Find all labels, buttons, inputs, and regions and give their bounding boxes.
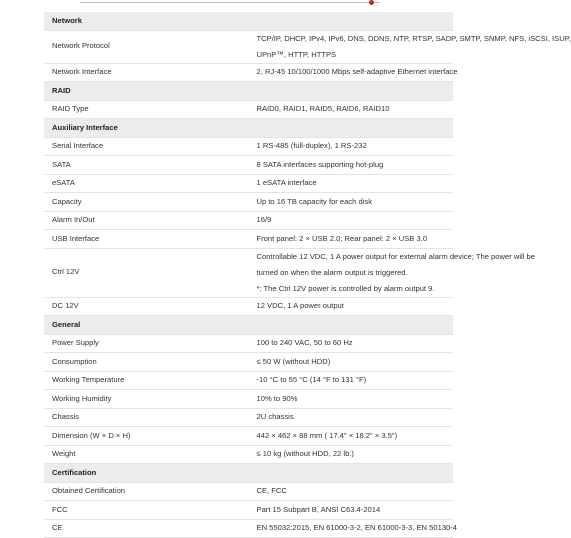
spec-label: SATA [44,156,249,175]
spec-label: Ctrl 12V [44,248,249,297]
section-title: Auxiliary Interface [44,119,453,138]
spec-value [249,63,458,82]
spec-value [249,30,571,63]
spec-value-line: EN 55032:2015, EN 61000-3-2, EN 61000-3-3, EN 50130-4 [256,523,458,532]
spec-value-line: 1 RS-485 (full-duplex), 1 RS-232 [256,141,367,150]
spec-value [249,445,454,464]
spec-value-line: RAID0, RAID1, RAID5, RAID6, RAID10 [256,104,390,113]
spec-row-capacity [44,193,453,212]
spec-value [249,371,454,390]
spec-label: Dimension (W × D × H) [44,427,249,446]
spec-row-dimension-w-d-h [44,427,453,446]
section-title: Certification [44,464,453,483]
spec-value-line: 10% to 90% [256,393,298,403]
spec-row-consumption [44,353,453,372]
spec-row-fcc [44,501,453,520]
spec-label: Power Supply [44,334,249,353]
spec-row-serial-interface [44,137,453,156]
section-header-raid [44,82,453,101]
spec-label: Network Protocol [44,30,249,63]
spec-row-alarm-in-out [44,211,453,230]
spec-row-ctrl-12v [44,248,453,297]
spec-value [249,482,454,501]
spec-label: Chassis [44,408,249,427]
spec-label: CE [44,519,249,538]
spec-value-line: *: The Ctrl 12V power is controlled by alarm output 9. [256,283,435,293]
spec-value-line: 100 to 240 VAC, 50 to 60 Hz [256,338,353,347]
spec-label: RAID Type [44,100,249,119]
spec-value-line: UPnP™, HTTP, HTTPS [256,49,337,59]
spec-value [249,100,454,119]
spec-value-line: ≤ 10 kg (without HDD, 22 lb.) [256,449,354,458]
spec-value [249,353,454,372]
spec-table [44,12,571,538]
spec-row-sata [44,156,453,175]
spec-value-line: 2U chassis [256,412,294,421]
spec-value-line: Controllable 12 VDC, 1 A power output for external alarm device; The power will be [256,251,535,261]
section-title: General [44,316,453,335]
spec-label: USB Interface [44,230,249,249]
spec-row-chassis [44,408,453,427]
section-header-network [44,12,453,30]
top-decoration [0,0,466,5]
spec-value [249,334,454,353]
top-rule [80,2,380,3]
spec-row-esata [44,174,453,193]
spec-value-line: ≤ 50 W (without HDD) [256,356,331,366]
spec-label: Obtained Certification [44,482,249,501]
accent-dot [369,0,374,5]
spec-value [249,519,458,538]
spec-value-line: turned on when the alarm output is triggered. [256,267,408,277]
spec-row-working-humidity [44,390,453,409]
spec-value [249,137,454,156]
spec-row-ce [44,519,453,538]
spec-value [249,408,454,427]
spec-row-network-protocol [44,30,453,63]
spec-value-line: TCP/IP, DHCP, IPv4, IPv6, DNS, DDNS, NTP, RTSP, SADP, SMTP, SNMP, NFS, iSCSI, ISUP, [256,33,571,43]
spec-row-weight [44,445,453,464]
spec-value-line: Part 15 Subpart B, ANSI C63.4-2014 [256,504,381,514]
section-title: RAID [44,82,453,101]
spec-row-network-interface [44,63,453,82]
spec-label: Network Interface [44,63,249,82]
spec-label: Weight [44,445,249,464]
section-header-auxiliary-interface [44,119,453,138]
spec-label: Consumption [44,353,249,372]
spec-value-line: -10 °C to 55 °C (14 °F to 131 °F) [256,375,367,384]
spec-row-usb-interface [44,230,453,249]
spec-value [249,230,454,249]
spec-value [249,156,454,175]
spec-label: FCC [44,501,249,520]
spec-row-power-supply [44,334,453,353]
spec-value-line: 2, RJ-45 10/100/1000 Mbps self-adaptive Ethernet interface [256,67,458,76]
section-header-certification [44,464,453,483]
spec-row-dc-12v [44,297,453,316]
spec-label: Serial Interface [44,137,249,156]
spec-row-raid-type [44,100,453,119]
spec-row-obtained-certification [44,482,453,501]
spec-value-line: 8 SATA interfaces supporting hot-plug [256,159,384,169]
spec-label: eSATA [44,174,249,193]
spec-value [249,501,454,520]
spec-label: Working Temperature [44,371,249,390]
spec-label: Capacity [44,193,249,212]
spec-value-line: 16/9 [256,215,272,224]
spec-value [249,174,454,193]
spec-value [249,390,454,409]
spec-label: DC 12V [44,297,249,316]
spec-label: Alarm In/Out [44,211,249,230]
spec-value [249,248,535,297]
spec-value-line: Up to 16 TB capacity for each disk [256,196,373,206]
spec-value-line: 442 × 462 × 88 mm ( 17.4" × 18.2" × 3.5") [256,430,398,440]
spec-value [249,427,454,446]
spec-value [249,193,454,212]
spec-value [249,211,454,230]
spec-row-working-temperature [44,371,453,390]
section-header-general [44,316,453,335]
spec-value-line: 12 VDC, 1 A power output [256,301,344,310]
spec-value-line: CE, FCC [256,486,287,495]
spec-value-line: Front panel: 2 × USB 2.0; Rear panel: 2 × USB 3.0 [256,233,428,243]
section-title: Network [44,12,453,30]
spec-value [249,297,454,316]
spec-value-line: 1 eSATA interface [256,178,317,187]
spec-label: Working Humidity [44,390,249,409]
